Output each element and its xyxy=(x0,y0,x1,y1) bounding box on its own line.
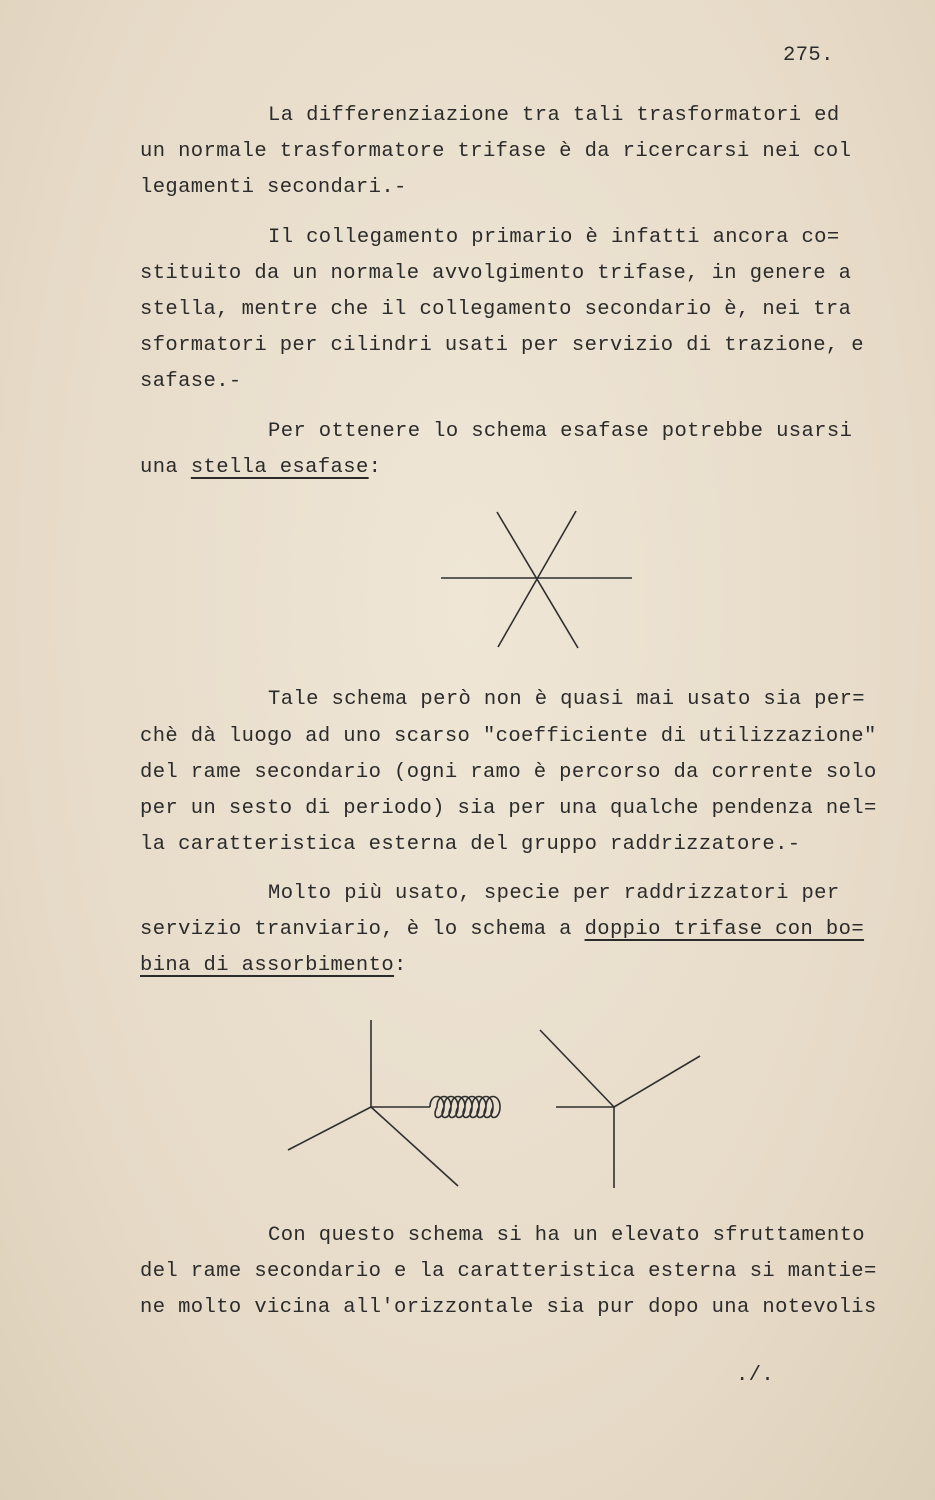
paragraph-1-line-3: legamenti secondari.- xyxy=(140,176,407,199)
paragraph-5-prefix: servizio tranviario, è lo schema a xyxy=(140,918,585,941)
paragraph-2-line-5: safase.- xyxy=(140,370,242,393)
paragraph-2-line-1: Il collegamento primario è infatti ancora co= xyxy=(268,226,840,249)
doppio-trifase-term: doppio trifase con bo= xyxy=(584,918,865,941)
paragraph-4-line-2: chè dà luogo ad uno scarso "coefficiente di utilizzazione" xyxy=(140,725,877,748)
star-diagonal-line-2 xyxy=(498,511,576,647)
page-number: 275. xyxy=(783,44,834,67)
paragraph-5-line-1: Molto più usato, specie per raddrizzatori per xyxy=(268,882,840,905)
paragraph-3-line-1: Per ottenere lo schema esafase potrebbe usarsi xyxy=(268,420,853,443)
double-trifase-diagram xyxy=(288,1020,700,1188)
paragraph-2-line-4: sformatori per cilindri usati per servizio di trazione, e xyxy=(140,334,865,357)
paragraph-3-prefix: una xyxy=(140,456,191,479)
left-star-branch-right xyxy=(371,1107,458,1186)
paragraph-6-line-1: Con questo schema si ha un elevato sfruttamento xyxy=(268,1224,865,1247)
paragraph-4-line-3: del rame secondario (ogni ramo è percorso da corrente solo xyxy=(140,761,877,784)
continuation-mark: ./. xyxy=(736,1364,775,1387)
right-star-branch-left xyxy=(540,1030,614,1107)
absorption-coil xyxy=(430,1097,500,1118)
paragraph-3-suffix: : xyxy=(368,456,382,479)
paragraph-5-suffix: : xyxy=(394,954,407,977)
stella-esafase-term: stella esafase xyxy=(190,456,369,479)
paragraph-2-line-2: stituito da un normale avvolgimento trifase, in genere a xyxy=(140,262,852,285)
right-star-branch-right xyxy=(614,1056,700,1107)
paragraph-2-line-3: stella, mentre che il collegamento secondario è, nei tra xyxy=(140,298,852,321)
paragraph-6-line-2: del rame secondario e la caratteristica esterna si mantie= xyxy=(140,1260,877,1283)
hexaphase-star-diagram xyxy=(441,511,632,648)
paragraph-6-line-3: ne molto vicina all'orizzontale sia pur dopo una notevolis xyxy=(140,1296,877,1319)
paragraph-4-line-4: per un sesto di periodo) sia per una qualche pendenza nel= xyxy=(140,797,877,820)
paragraph-1-line-2: un normale trasformatore trifase è da ricercarsi nei col xyxy=(140,140,852,163)
left-star-branch-left xyxy=(288,1107,371,1150)
paragraph-4-line-5: la caratteristica esterna del gruppo raddrizzatore.- xyxy=(140,833,801,856)
paragraph-4-line-1: Tale schema però non è quasi mai usato sia per= xyxy=(268,688,865,711)
bobina-assorbimento-term: bina di assorbimento xyxy=(140,954,395,977)
paragraph-1-line-1: La differenziazione tra tali trasformatori ed xyxy=(268,104,840,127)
